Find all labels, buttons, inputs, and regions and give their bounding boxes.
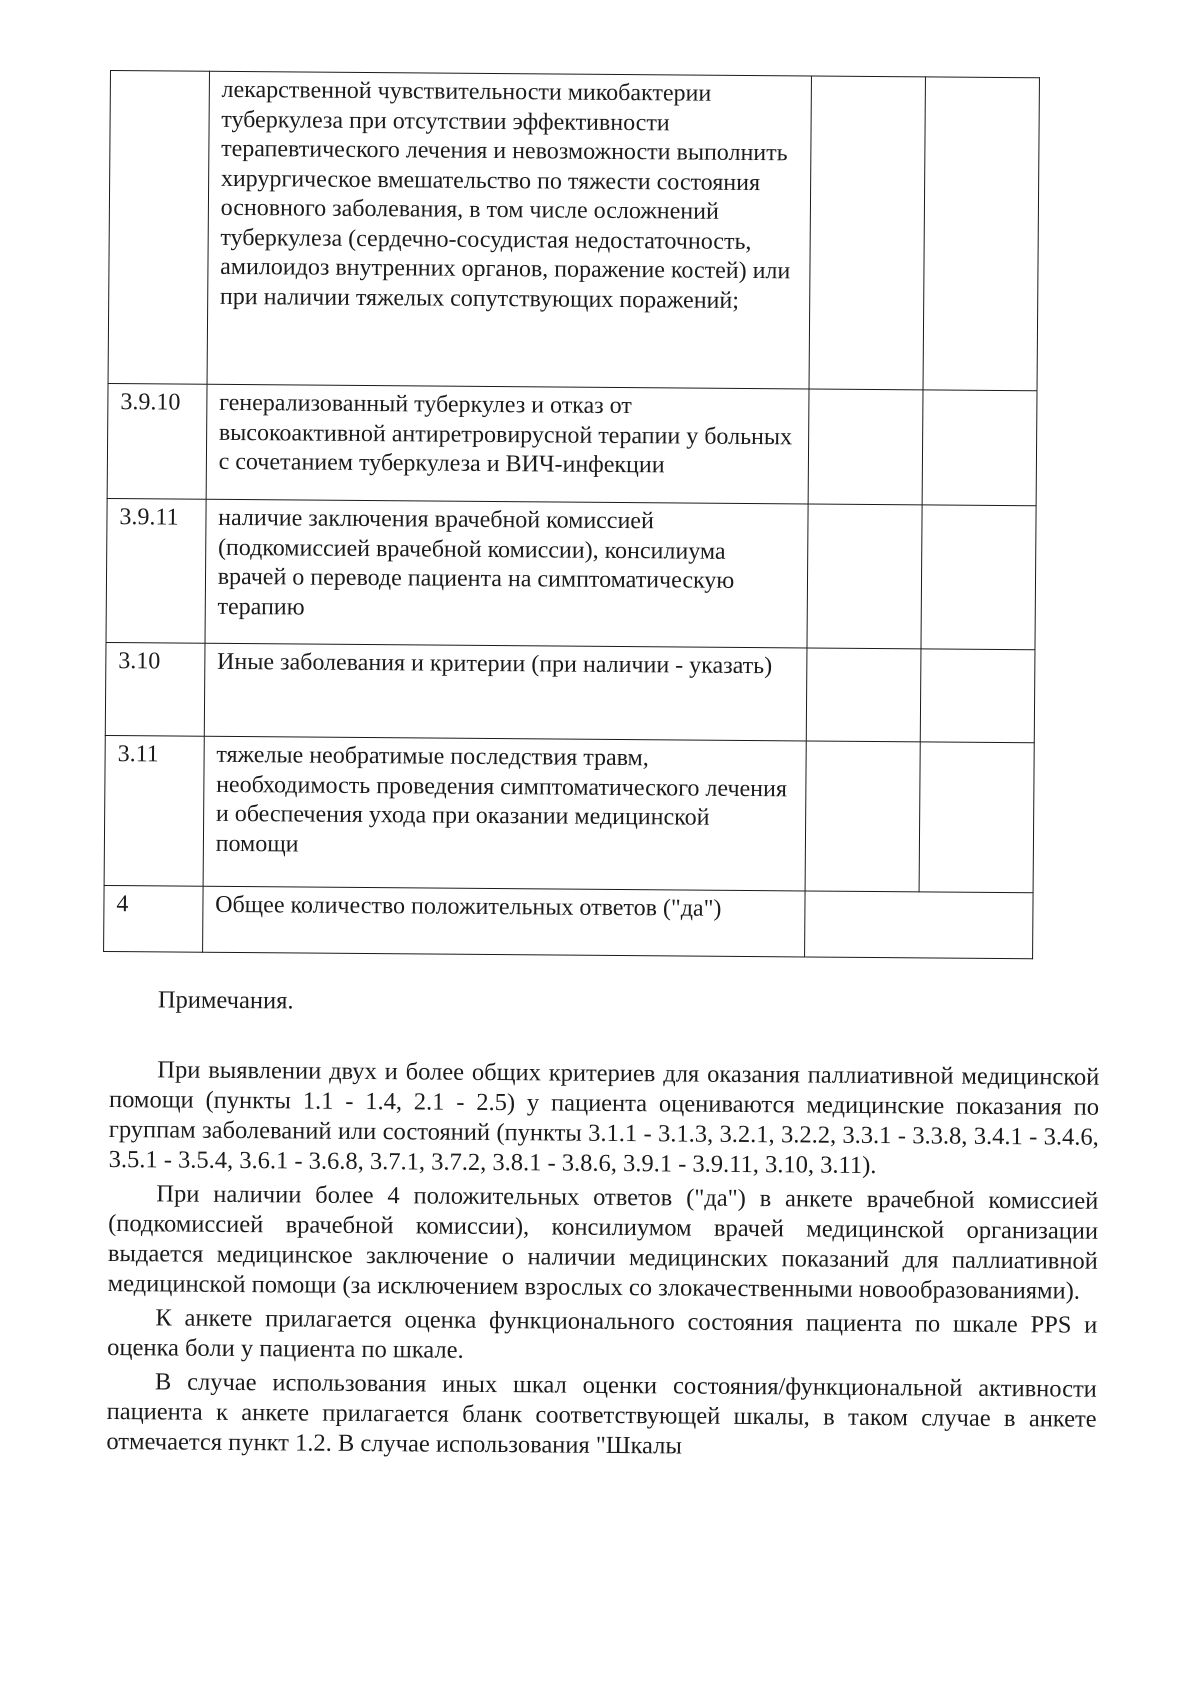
table-row xyxy=(105,642,1035,742)
answer-yes-cell xyxy=(806,648,921,742)
table-row xyxy=(106,498,1036,649)
notes-paragraph: При выявлении двух и более общих критериев для оказания паллиативной медицинской помощи (пункты 1.1 - 1.4, 2.1 - 2.5) у пациента оцениваются медицинские показания по группам заболеваний или состояний (пункты 3.1.1 - 3.1.3, 3.2.1, 3.2.2, 3.3.1 - 3.3.8, 3.4.1 - 3.4.6, 3.5.1 - 3.5.4, 3.6.1 - 3.6.8, 3.7.1, 3.7.2, 3.8.1 - 3.8.6, 3.9.1 - 3.9.11, 3.10, 3.11). xyxy=(108,1056,1100,1180)
notes-section xyxy=(106,985,1100,1469)
total-count-cell xyxy=(804,891,1033,959)
answer-no-cell xyxy=(919,742,1034,893)
table-row-total xyxy=(104,885,1033,958)
answer-no-cell xyxy=(923,77,1040,391)
notes-paragraph: К анкете прилагается оценка функционального состояния пациента по шкале PPS и оценка боли у пациента по шкале. xyxy=(107,1304,1098,1364)
answer-yes-cell xyxy=(809,76,926,390)
table-row xyxy=(104,735,1034,892)
criteria-table xyxy=(103,70,1040,959)
row-number: 3.11 xyxy=(104,735,204,886)
table-row xyxy=(107,383,1037,505)
row-number: 4 xyxy=(104,885,203,952)
answer-yes-cell xyxy=(808,389,923,505)
answer-yes-cell xyxy=(807,504,922,649)
row-criterion-text: генерализованный туберкулез и отказ от высокоактивной антиретровирусной терапии у больных с сочетанием туберкулеза и ВИЧ-инфекции xyxy=(206,384,809,504)
notes-paragraph: В случае использования иных шкал оценки состояния/функциональной активности пациента к анкете прилагается бланк соответствующей шкалы, в таком случае в анкете отмечается пункт 1.2. В случае использования "Шкалы xyxy=(106,1368,1097,1460)
notes-paragraph: При наличии более 4 положительных ответов ("да") в анкете врачебной комиссией (подкомиссией врачебной комиссии), консилиумом врачей медицинской организации выдается медицинское заключение о наличии медицинских показаний для паллиативной медицинской помощи (за исключением взрослых со злокачественными новообразованиями). xyxy=(107,1180,1099,1305)
row-criterion-text: наличие заключения врачебной комиссией (подкомиссией врачебной комиссии), консилиума врачей о переводе пациента на симптоматическую терапию xyxy=(205,499,808,648)
answer-no-cell xyxy=(921,505,1036,650)
answer-no-cell xyxy=(922,390,1037,506)
row-criterion-text: Иные заболевания и критерии (при наличии - указать) xyxy=(204,643,807,741)
row-criterion-text: тяжелые необратимые последствия травм, необходимость проведения симптоматического лечения и обеспечения ухода при оказании медицинской помощи xyxy=(203,736,806,891)
row-number xyxy=(108,71,209,385)
row-number: 3.9.11 xyxy=(106,498,206,643)
answer-yes-cell xyxy=(805,741,920,892)
answer-no-cell xyxy=(920,649,1035,743)
row-criterion-text: Общее количество положительных ответов ("да") xyxy=(202,886,804,957)
row-number: 3.10 xyxy=(105,642,204,736)
row-number: 3.9.10 xyxy=(107,383,207,499)
row-criterion-text: лекарственной чувствительности микобактерии туберкулеза при отсутствии эффективности терапевтического лечения и невозможности выполнить хирургическое вмешательство по тяжести состояния основного заболевания, в том числе осложнений туберкулеза (сердечно-сосудистая недостаточность, амилоидоз внутренних органов, поражение костей) или при наличии тяжелых сопутствующих поражений; xyxy=(207,71,811,389)
table-row xyxy=(108,71,1039,391)
notes-heading: Примечания. xyxy=(157,986,294,1015)
